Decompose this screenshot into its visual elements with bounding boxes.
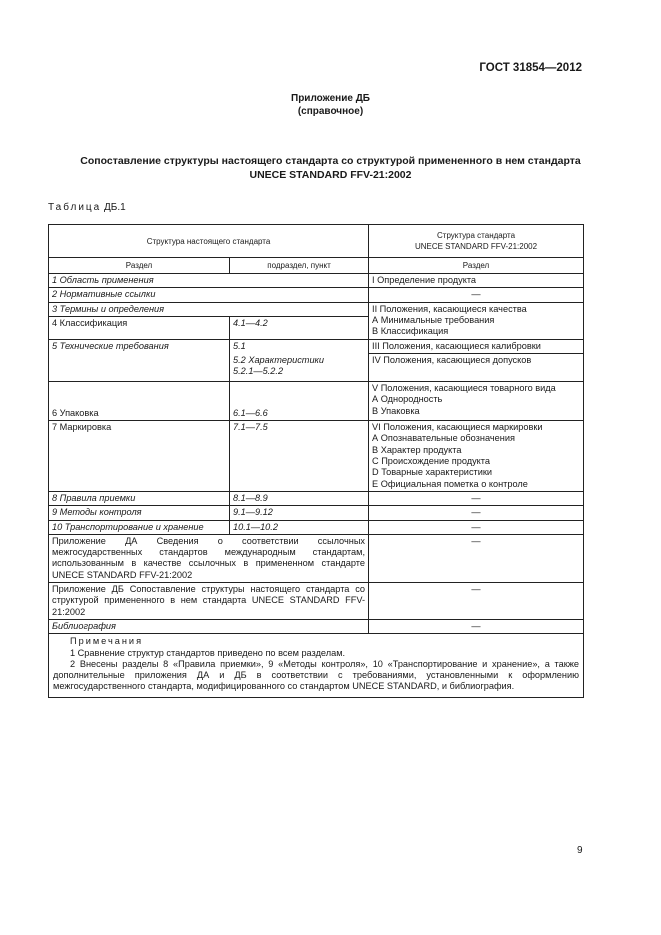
note-1: 1 Сравнение структур стандартов приведено по всем разделам. [70, 647, 346, 658]
col-subsection: подраздел, пункт [230, 258, 369, 274]
row-mid-cell: 5.1 [230, 339, 369, 353]
table-header-row [49, 225, 584, 258]
table-row [49, 288, 584, 302]
right-line: С Происхождение продукта [372, 456, 491, 467]
row-right-cell: — [369, 506, 584, 520]
row-left-cell: 3 Термины и определения [49, 302, 369, 316]
appendix-title: Приложение ДБ [291, 93, 370, 104]
row-mid-cell [230, 354, 369, 382]
row-right-cell: — [369, 619, 584, 633]
row-left-cell: 8 Правила приемки [49, 491, 230, 505]
right-line: D Товарные характеристики [372, 467, 493, 478]
row-right-cell: — [369, 583, 584, 620]
header-unece-line-2: UNECE STANDARD FFV-21:2002 [414, 242, 538, 251]
col-section: Раздел [49, 258, 230, 274]
appendix-subtitle: (справочное) [297, 106, 364, 117]
title-line-2: UNECE STANDARD FFV-21:2002 [249, 169, 412, 181]
table-row [49, 274, 584, 288]
row-mid-cell: 7.1—7.5 [230, 421, 369, 492]
right-line: В Характер продукта [372, 444, 462, 455]
row-left-cell: Приложение ДБ Сопоставление структуры настоящего стандарта со структурой примененного в нем стандарта UNECE STANDARD FFV-21:2002 [49, 583, 369, 620]
table-notes [49, 634, 584, 697]
row-right-cell: IV Положения, касающиеся допусков [369, 354, 584, 382]
row-right-cell [369, 382, 584, 421]
right-line: VI Положения, касающиеся маркировки [372, 422, 543, 433]
table-row [49, 619, 584, 633]
col-right-section: Раздел [369, 258, 584, 274]
document-title [40, 154, 621, 182]
table-row [49, 506, 584, 520]
right-line: Е Официальная пометка о контроле [372, 478, 528, 489]
table-row [49, 583, 584, 620]
row-right-cell: I Определение продукта [369, 274, 584, 288]
right-line: А Опознавательные обозначения [372, 433, 515, 444]
standard-number: ГОСТ 31854—2012 [479, 62, 582, 74]
row-left-cell: 7 Маркировка [49, 421, 230, 492]
table-row [49, 421, 584, 492]
header-unece-line-1: Структура стандарта [437, 231, 516, 240]
right-line: V Положения, касающиеся товарного вида [372, 383, 556, 394]
row-left-cell: Приложение ДА Сведения о соответствии ссылочных межгосударственных стандартов международным стандартам, использованным в качестве ссылочных в примененном стандарте UNECE STANDARD FFV-21:2002 [49, 534, 369, 582]
table-row [49, 382, 584, 421]
table-row [49, 520, 584, 534]
notes-title: Примечания [70, 636, 144, 647]
row-right-cell: III Положения, касающиеся калибровки [369, 339, 584, 353]
table-label-number: ДБ.1 [104, 202, 126, 213]
structure-comparison-table [48, 224, 584, 698]
row-mid-cell: 6.1—6.6 [230, 382, 369, 421]
row-left-cell: 5 Технические требования [49, 339, 230, 381]
row-left-cell: 6 Упаковка [49, 382, 230, 421]
page-number: 9 [577, 845, 583, 856]
row-mid-cell: 4.1—4.2 [230, 316, 369, 339]
row-right-cell [369, 421, 584, 492]
title-line-1: Сопоставление структуры настоящего стандарта со структурой примененного в нем стандарта [80, 155, 581, 167]
row-mid-cell: 8.1—8.9 [230, 491, 369, 505]
row-left-cell: 4 Классификация [49, 316, 230, 339]
table-row [49, 534, 584, 582]
row-right-cell: — [369, 534, 584, 582]
row-right-cell [369, 302, 584, 339]
mid-line: 5.2.1—5.2.2 [233, 365, 284, 376]
row-right-cell: — [369, 288, 584, 302]
header-current-structure: Структура настоящего стандарта [49, 225, 369, 258]
header-unece-structure [369, 225, 584, 258]
table-subheader-row [49, 258, 584, 274]
row-left-cell: 10 Транспортирование и хранение [49, 520, 230, 534]
right-line: II Положения, касающиеся качества [372, 303, 527, 314]
table-label [48, 202, 126, 213]
right-line: А Минимальные требования [372, 314, 495, 325]
row-right-cell: — [369, 491, 584, 505]
right-line: В Упаковка [372, 405, 420, 416]
row-left-cell: Библиография [49, 619, 369, 633]
right-line: А Однородность [372, 394, 443, 405]
row-mid-cell: 9.1—9.12 [230, 506, 369, 520]
appendix-heading [0, 92, 661, 118]
table-row [49, 302, 584, 316]
table-row [49, 491, 584, 505]
mid-line: 5.2 Характеристики [233, 354, 325, 365]
row-left-cell: 2 Нормативные ссылки [49, 288, 369, 302]
note-2: 2 Внесены разделы 8 «Правила приемки», 9 «Методы контроля», 10 «Транспортирование и хранение», а также дополнительные приложения ДА и ДБ в соответствии с требованиями, установленными к оформлению межгосударственного стандарта, модифицированного со стандартом UNECE STANDARD, и библиография. [53, 658, 580, 692]
table-notes-row [49, 634, 584, 697]
row-left-cell: 9 Методы контроля [49, 506, 230, 520]
table-row [49, 339, 584, 353]
right-line: В Классификация [372, 326, 449, 337]
row-left-cell: 1 Область применения [49, 274, 369, 288]
table-label-word: Таблица [48, 202, 102, 213]
row-mid-cell: 10.1—10.2 [230, 520, 369, 534]
row-right-cell: — [369, 520, 584, 534]
